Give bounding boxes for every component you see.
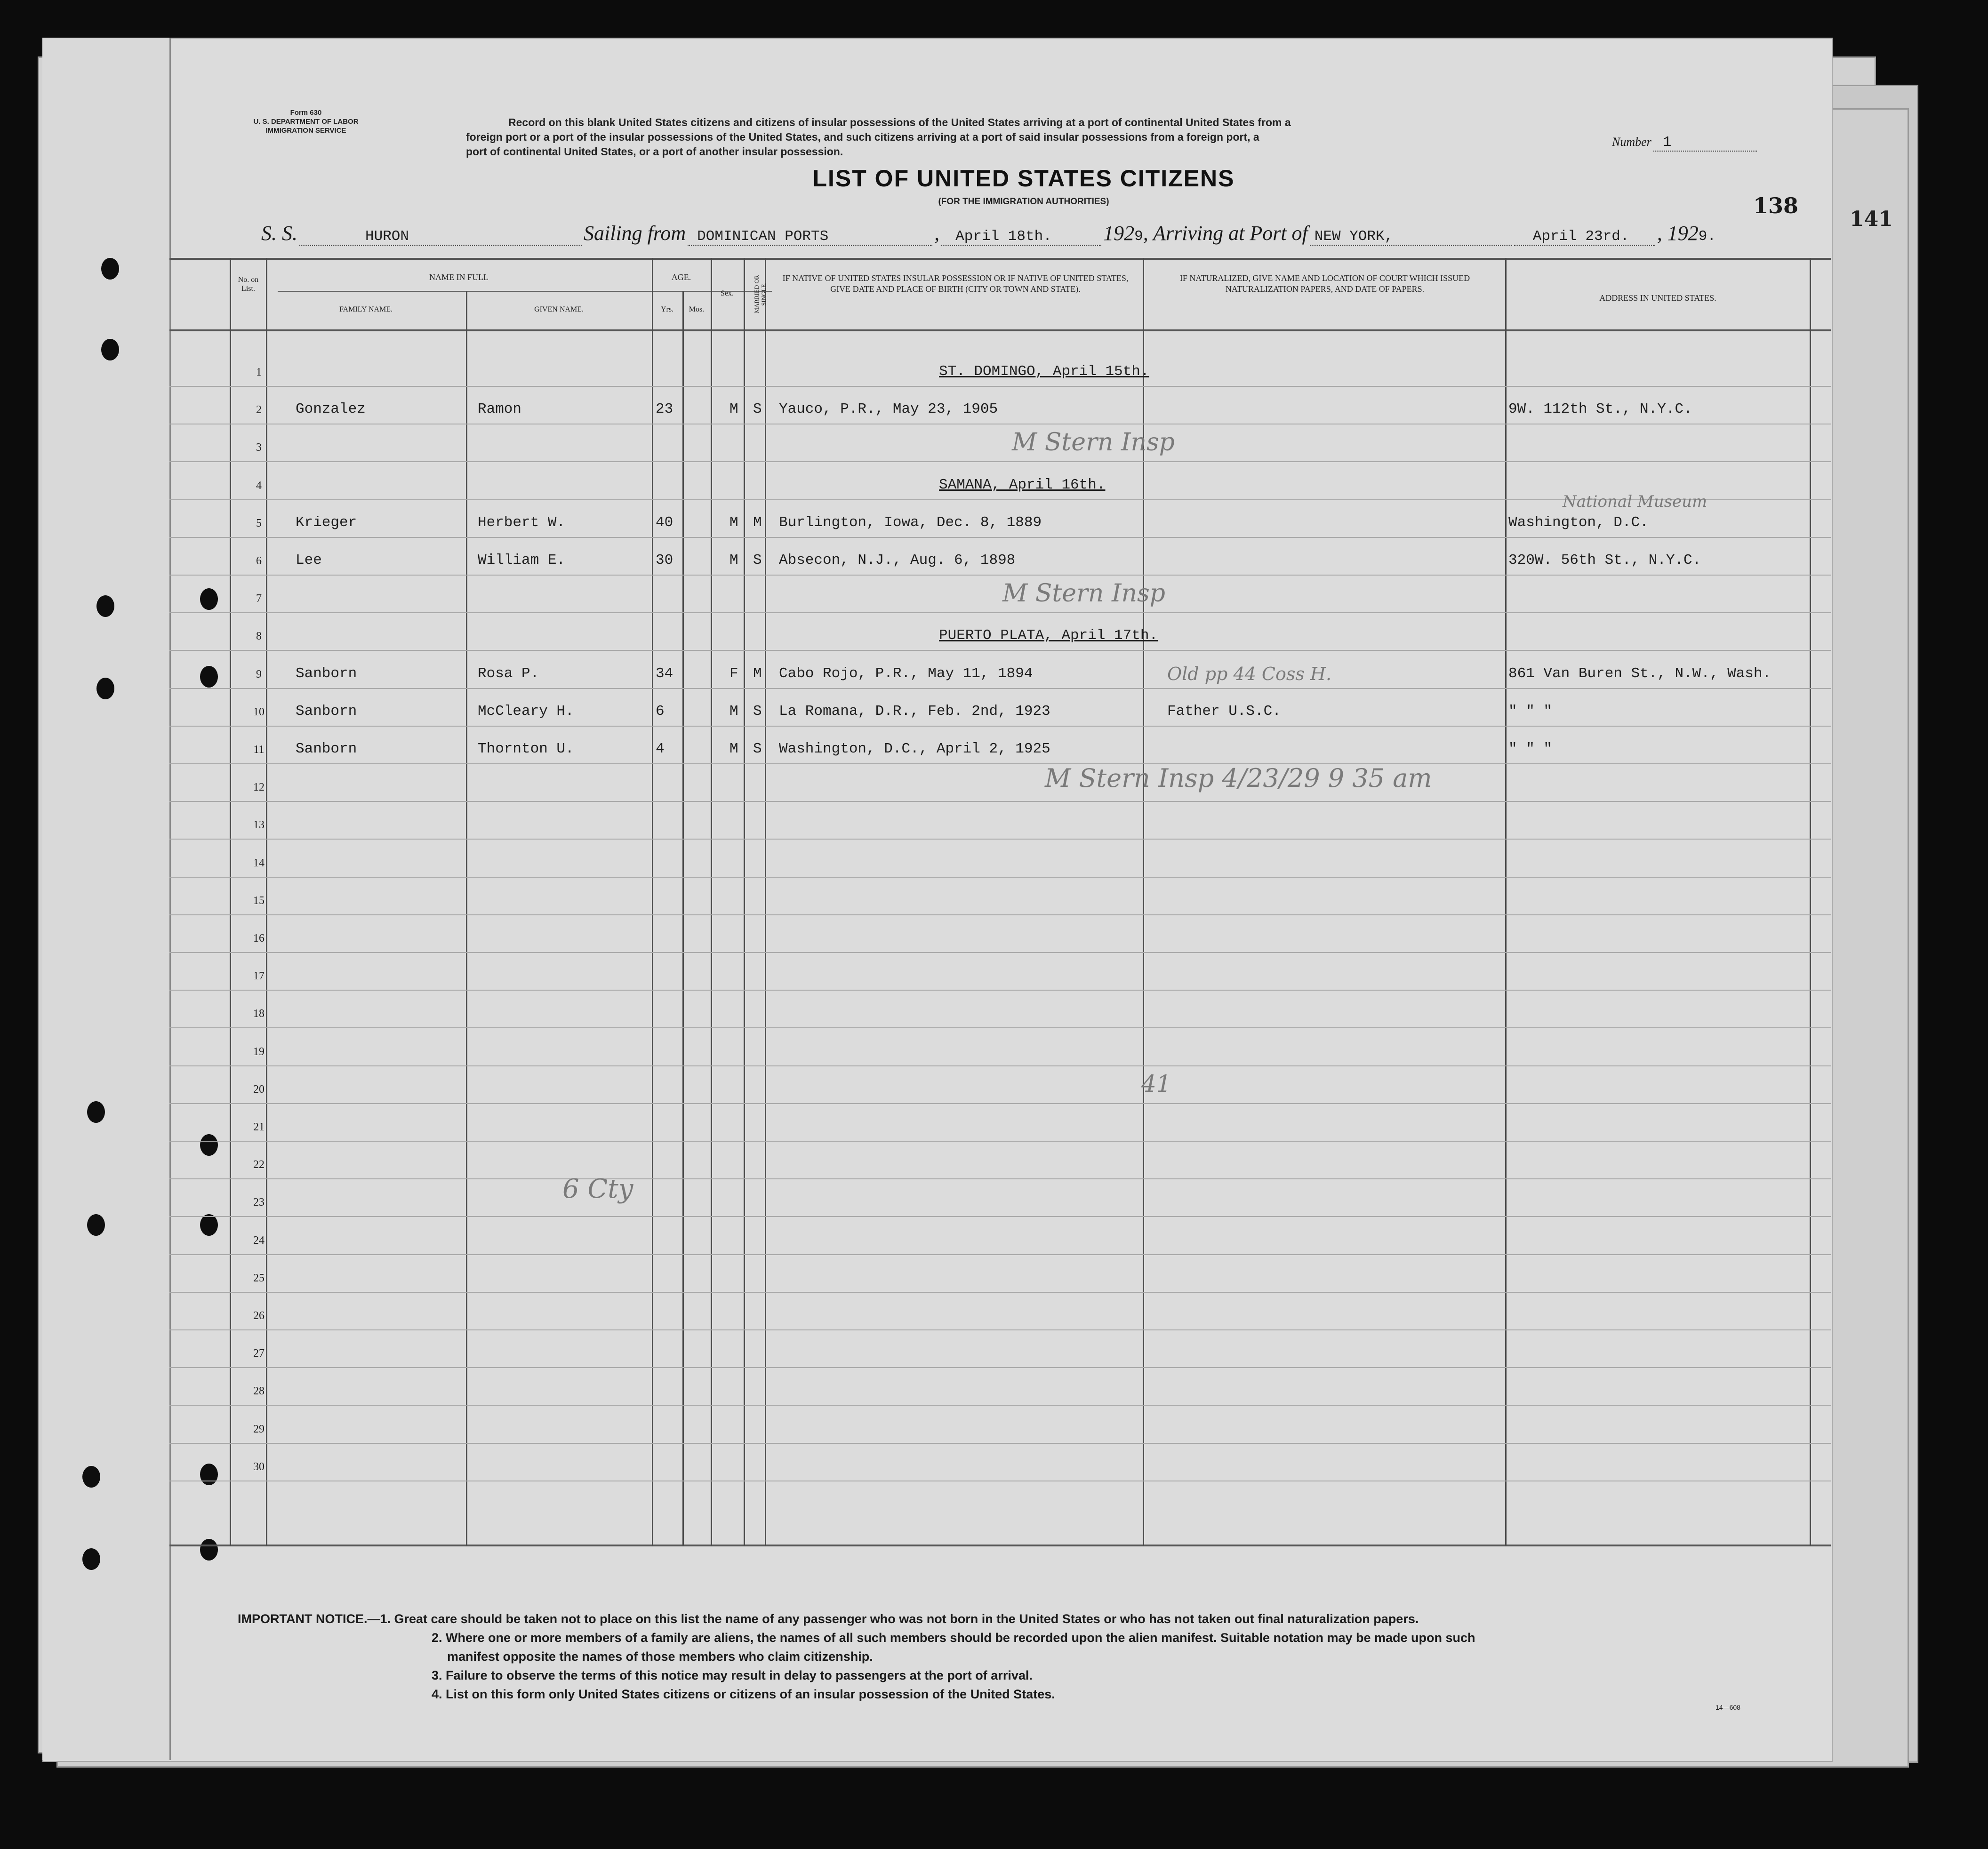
row-rule (169, 1027, 1831, 1028)
intro-line: foreign port or a port of the insular possessions of the United States, and such citizens arriving at a port of said insular possessions from a foreign port, a (466, 131, 1259, 143)
row-rule (169, 1405, 1831, 1406)
row-number: 26 (253, 1310, 265, 1322)
marital-status-cell: S (753, 703, 762, 720)
row-number: 16 (253, 932, 265, 945)
address-cell: 320W. 56th St., N.Y.C. (1508, 552, 1701, 568)
header-yrs: Yrs. (660, 305, 674, 313)
birth-place-date-cell: Washington, D.C., April 2, 1925 (779, 741, 1050, 757)
row-number: 15 (253, 894, 265, 907)
row-number: 9 (256, 668, 262, 680)
row-number: 24 (253, 1234, 265, 1247)
address-cell: Washington, D.C. (1508, 514, 1649, 531)
row-number: 18 (253, 1008, 265, 1020)
header-given-name: GIVEN NAME. (534, 305, 584, 313)
handwritten-count: 41 (1141, 1070, 1171, 1097)
family-name-cell: Sanborn (296, 665, 357, 682)
age-years-cell: 23 (656, 401, 673, 418)
row-number: 17 (253, 970, 265, 983)
row-number: 3 (256, 441, 262, 454)
given-name-cell: Rosa P. (478, 665, 539, 682)
section-heading: SAMANA, April 16th. (939, 476, 1106, 493)
arriving-label: , Arriving at Port of (1143, 222, 1308, 245)
row-rule (169, 1292, 1831, 1293)
address-cell: 861 Van Buren St., N.W., Wash. (1508, 665, 1772, 682)
header-age: AGE. (671, 272, 691, 282)
year-prefix-2: 192 (1667, 222, 1699, 245)
address-cell: 9W. 112th St., N.Y.C. (1508, 401, 1692, 418)
sex-cell: F (729, 665, 738, 682)
number-label: Number (1612, 135, 1651, 149)
sex-cell: M (729, 741, 738, 757)
header-married-single: MARRIED OR SINGLE. (753, 275, 767, 313)
row-number: 28 (253, 1385, 265, 1398)
row-number: 1 (256, 366, 262, 378)
notice-item-2: 2. Where one or more members of a family are aliens, the names of all such members should be recorded upon the alien manifest. Suitable notation may be made upon such (432, 1631, 1475, 1645)
naturalization-cell: Father U.S.C. (1167, 703, 1281, 720)
marital-status-cell: M (753, 514, 762, 531)
header-sex: Sex. (721, 289, 734, 297)
year-suffix: 9 (1134, 228, 1143, 245)
handwritten-tally: 6 Cty (562, 1174, 633, 1205)
address-cell: " " " (1508, 741, 1553, 757)
row-rule (169, 386, 1831, 387)
page-number-stamp: 138 (1753, 193, 1799, 218)
row-rule (169, 914, 1831, 915)
age-years-cell: 34 (656, 665, 673, 682)
row-number: 23 (253, 1196, 265, 1209)
row-number: 2 (256, 404, 262, 416)
row-rule (169, 688, 1831, 689)
department-name: U. S. DEPARTMENT OF LABOR (253, 118, 359, 126)
section-heading: ST. DOMINGO, April 15th. (939, 363, 1149, 380)
row-number: 30 (253, 1460, 265, 1473)
family-name-cell: Sanborn (296, 703, 357, 720)
row-rule (169, 1254, 1831, 1255)
row-rule (169, 1178, 1831, 1179)
family-name-cell: Lee (296, 552, 322, 568)
birth-place-date-cell: Cabo Rojo, P.R., May 11, 1894 (779, 665, 1033, 682)
row-rule (169, 726, 1831, 727)
row-rule (169, 1367, 1831, 1368)
row-number: 29 (253, 1423, 265, 1435)
row-rule (169, 612, 1831, 613)
row-rule (169, 461, 1831, 462)
marital-status-cell: S (753, 552, 762, 568)
behind-page-number: 141 (1850, 207, 1893, 231)
birth-place-date-cell: Yauco, P.R., May 23, 1905 (779, 401, 998, 418)
row-number: 14 (253, 856, 265, 869)
age-years-cell: 4 (656, 741, 665, 757)
handwritten-inspector-note: M Stern Insp (1002, 579, 1165, 608)
arrival-port: NEW YORK, (1310, 228, 1512, 246)
marital-status-cell: M (753, 665, 762, 682)
sex-cell: M (729, 552, 738, 568)
header-address: ADDRESS IN UNITED STATES. (1599, 293, 1716, 303)
sailing-label: Sailing from (584, 222, 686, 245)
notice-label: IMPORTANT NOTICE.— (238, 1612, 380, 1626)
row-number: 11 (253, 744, 265, 756)
notice-item-1: 1. Great care should be taken not to place on this list the name of any passenger who was not born in the United States or who has not taken out final naturalization papers. (380, 1612, 1419, 1626)
row-number: 13 (253, 819, 265, 832)
given-name-cell: Thornton U. (478, 741, 574, 757)
given-name-cell: Ramon (478, 401, 522, 418)
row-rule (169, 1443, 1831, 1444)
page-title: LIST OF UNITED STATES CITIZENS (812, 165, 1235, 192)
form-number: Form 630 (290, 109, 322, 117)
handwritten-inspector-note: M Stern Insp (1012, 428, 1175, 457)
given-name-cell: William E. (478, 552, 566, 568)
header-name-in-full: NAME IN FULL (429, 272, 489, 282)
notice-item-2-cont: manifest opposite the names of those members who claim citizenship. (447, 1649, 873, 1664)
row-rule (169, 1065, 1831, 1066)
row-number: 27 (253, 1347, 265, 1360)
voyage-line: S. S. HURON Sailing from DOMINICAN PORTS , April 18th. 1929, Arriving at Port of NEW YORK, April 23rd. , 1929. (261, 222, 1716, 245)
age-years-cell: 6 (656, 703, 665, 720)
birth-place-date-cell: Burlington, Iowa, Dec. 8, 1889 (779, 514, 1042, 531)
ss-label: S. S. (261, 222, 297, 245)
row-number: 6 (256, 555, 262, 567)
row-rule (169, 1141, 1831, 1142)
family-name-cell: Gonzalez (296, 401, 366, 418)
year-suffix-2: 9. (1698, 228, 1716, 245)
row-rule (169, 763, 1831, 764)
row-rule (169, 1329, 1831, 1330)
sailing-date: April 18th. (941, 228, 1101, 246)
row-rule (169, 537, 1831, 538)
marital-status-cell: S (753, 741, 762, 757)
handwritten-address-note: National Museum (1563, 492, 1707, 511)
given-name-cell: McCleary H. (478, 703, 574, 720)
age-years-cell: 40 (656, 514, 673, 531)
header-native-birth: IF NATIVE OF UNITED STATES INSULAR POSSESSION OR IF NATIVE OF UNITED STATES, GIVE DATE AND PLACE OF BIRTH (CITY OR TOWN AND STATE). (782, 273, 1129, 294)
row-rule (169, 1103, 1831, 1104)
service-name: IMMIGRATION SERVICE (265, 127, 346, 135)
row-number: 7 (256, 592, 262, 605)
ship-name: HURON (299, 228, 582, 246)
row-number: 12 (253, 781, 265, 794)
row-number: 4 (256, 479, 262, 492)
row-rule (169, 839, 1831, 840)
header-naturalized: IF NATURALIZED, GIVE NAME AND LOCATION OF COURT WHICH ISSUED NATURALIZATION PAPERS, AND DATE OF PAPERS. (1179, 273, 1470, 294)
number-value: 1 (1653, 134, 1757, 152)
row-number: 10 (253, 705, 265, 718)
important-notice (238, 1609, 1475, 1704)
row-number: 20 (253, 1083, 265, 1096)
sex-cell: M (729, 703, 738, 720)
departure-port: DOMINICAN PORTS (688, 228, 932, 246)
row-rule (169, 990, 1831, 991)
notice-item-3: 3. Failure to observe the terms of this notice may result in delay to passengers at the port of arrival. (432, 1668, 1033, 1682)
row-rule (169, 650, 1831, 651)
birth-place-date-cell: Absecon, N.J., Aug. 6, 1898 (779, 552, 1016, 568)
header-mos: Mos. (689, 305, 705, 313)
handwritten-naturalization-note: Old pp 44 Coss H. (1167, 663, 1332, 684)
intro-line: port of continental United States, or a port of another insular possession. (466, 145, 843, 158)
row-rule (169, 575, 1831, 576)
given-name-cell: Herbert W. (478, 514, 566, 531)
row-rule (169, 1216, 1831, 1217)
form-print-code: 14—608 (1715, 1704, 1740, 1711)
marital-status-cell: S (753, 401, 762, 418)
year-prefix: 192 (1103, 222, 1135, 245)
section-heading: PUERTO PLATA, April 17th. (939, 627, 1158, 644)
row-number: 8 (256, 630, 262, 643)
header-family-name: FAMILY NAME. (339, 305, 393, 313)
row-number: 22 (253, 1159, 265, 1171)
header-no-on-list: No. on List. (238, 276, 259, 293)
birth-place-date-cell: La Romana, D.R., Feb. 2nd, 1923 (779, 703, 1050, 720)
row-number: 19 (253, 1045, 265, 1058)
row-number: 25 (253, 1272, 265, 1284)
handwritten-inspection-stamp: M Stern Insp 4/23/29 9 35 am (1045, 763, 1432, 793)
row-number: 5 (256, 517, 262, 529)
sex-cell: M (729, 401, 738, 418)
row-rule (169, 877, 1831, 878)
intro-line: Record on this blank United States citizens and citizens of insular possessions of the United States arriving at a port of continental United States from a (508, 116, 1291, 128)
row-rule (169, 801, 1831, 802)
sex-cell: M (729, 514, 738, 531)
page-subtitle: (FOR THE IMMIGRATION AUTHORITIES) (938, 197, 1109, 207)
family-name-cell: Krieger (296, 514, 357, 531)
row-rule (169, 952, 1831, 953)
family-name-cell: Sanborn (296, 741, 357, 757)
notice-item-4: 4. List on this form only United States citizens or citizens of an insular possession of the United States. (432, 1687, 1055, 1701)
age-years-cell: 30 (656, 552, 673, 568)
row-number: 21 (253, 1121, 265, 1133)
address-cell: " " " (1508, 703, 1553, 720)
arrival-date: April 23rd. (1514, 228, 1655, 246)
